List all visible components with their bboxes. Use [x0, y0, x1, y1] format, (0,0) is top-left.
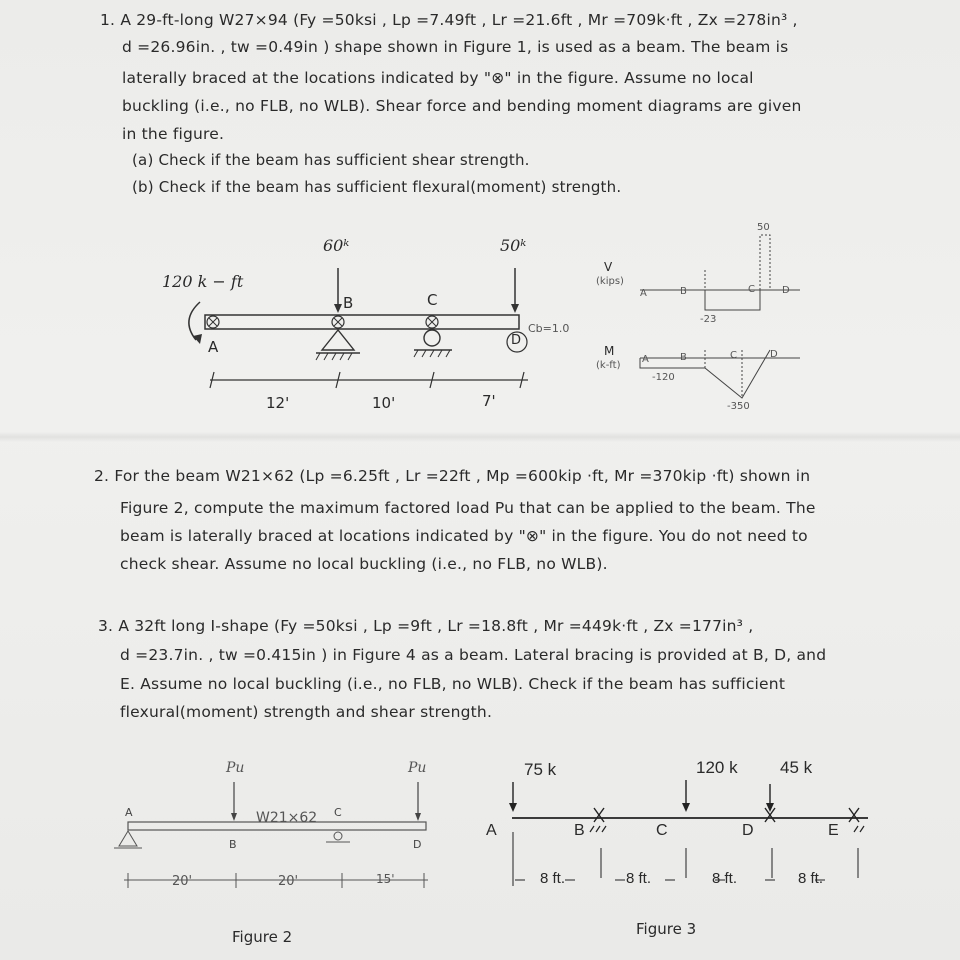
problem-1-line-1: 1. A 29-ft-long W27×94 (Fy =50ksi , Lp =7.49ft , Lr =21.6ft , Mr =709k·ft , Zx =278in³ ,	[100, 11, 798, 29]
problem-1-line-3: laterally braced at the locations indicated by "⊗" in the figure. Assume no local	[122, 69, 754, 87]
shear-value-top: 50	[757, 222, 770, 233]
dimension-label-2: 10'	[372, 394, 396, 412]
problem-2-line-4: check shear. Assume no local buckling (i.e., no FLB, no WLB).	[120, 555, 608, 573]
fig3-dim-4: 8 ft.	[798, 870, 824, 887]
moment-point-a: A	[642, 354, 649, 365]
shear-label-v: V	[604, 260, 613, 274]
point-b-label: B	[343, 294, 354, 312]
load-arrowhead-75k	[509, 803, 517, 812]
fig3-point-c: C	[656, 822, 668, 839]
fig2-point-c: C	[334, 806, 342, 819]
support-hatch-3	[590, 826, 864, 832]
shear-value-bottom: -23	[700, 314, 717, 325]
problem-2-line-3: beam is laterally braced at locations indicated by "⊗" in the figure. You do not need to	[120, 527, 808, 545]
moment-label: 120 k − ft	[162, 272, 244, 291]
problem-3-line-1: 3. A 32ft long I-shape (Fy =50ksi , Lp =9ft , Lr =18.8ft , Mr =449k·ft , Zx =177in³ ,	[98, 617, 754, 635]
fig2-dim-2: 20'	[278, 874, 299, 889]
point-a-label: A	[208, 338, 219, 356]
fig2-section-label: W21×62	[256, 810, 318, 826]
fig3-point-a: A	[486, 822, 497, 839]
fig3-dim-1: 8 ft.	[540, 870, 566, 887]
dimension-label-1: 12'	[266, 394, 290, 412]
moment-value-2: -350	[727, 401, 750, 412]
fig3-load-label-75k: 75 k	[524, 760, 557, 779]
shear-units: (kips)	[596, 276, 624, 287]
load-arrowhead-pu-1	[231, 813, 237, 821]
fig2-point-a: A	[125, 806, 133, 819]
dimension-label-3: 7'	[482, 392, 496, 410]
fig3-point-b: B	[574, 822, 585, 839]
fig3-dim-2: 8 ft.	[626, 870, 652, 887]
load-label-d: 50ᵏ	[500, 236, 527, 255]
moment-point-d: D	[770, 349, 778, 360]
fig3-point-d: D	[742, 822, 754, 839]
figure-3-caption: Figure 3	[636, 920, 697, 938]
fig3-load-label-45k: 45 k	[780, 758, 813, 777]
moment-label-m: M	[604, 344, 615, 358]
moment-point-c: C	[730, 350, 737, 361]
fig3-load-label-120k: 120 k	[696, 758, 738, 777]
pin-support-2a	[119, 831, 137, 846]
shear-point-c: C	[748, 284, 755, 295]
problem-1-line-2: d =26.96in. , tw =0.49in ) shape shown in Figure 1, is used as a beam. The beam is	[122, 38, 789, 56]
fig3-dim-3: 8 ft.	[712, 870, 738, 887]
load-arrowhead-pu-2	[415, 813, 421, 821]
shear-point-b: B	[680, 286, 687, 297]
problem-1-part-a: (a) Check if the beam has sufficient shear strength.	[132, 151, 530, 169]
problem-3-line-4: flexural(moment) strength and shear strength.	[120, 703, 493, 721]
brace-marker-3b	[594, 808, 604, 822]
fig2-dim-1: 20'	[172, 874, 193, 889]
load-arrowhead-120k	[682, 803, 690, 812]
moment-units: (k-ft)	[596, 360, 621, 371]
fig2-load-label-2: Pu	[408, 760, 427, 776]
figure-2-caption: Figure 2	[232, 928, 293, 946]
point-c-label: C	[427, 291, 438, 309]
moment-value-1: -120	[652, 372, 675, 383]
load-label-b: 60ᵏ	[323, 236, 350, 255]
point-d-label: D	[511, 333, 522, 348]
fig2-load-label-1: Pu	[226, 760, 245, 776]
problem-3-line-3: E. Assume no local buckling (i.e., no FLB, no WLB). Check if the beam has sufficient	[120, 675, 786, 693]
problem-1-line-5: in the figure.	[122, 125, 225, 143]
problem-2-line-2: Figure 2, compute the maximum factored load Pu that can be applied to the beam. The	[120, 499, 816, 517]
problem-1-part-b: (b) Check if the beam has sufficient flexural(moment) strength.	[132, 178, 622, 196]
fig2-dim-3: 15'	[376, 872, 395, 886]
roller-support-2c	[334, 832, 342, 840]
shear-point-a: A	[640, 288, 647, 299]
fig3-point-e: E	[828, 822, 839, 839]
shear-point-d: D	[782, 285, 790, 296]
problem-2-line-1: 2. For the beam W21×62 (Lp =6.25ft , Lr =22ft , Mp =600kip ·ft, Mr =370kip ·ft) shown in	[94, 467, 811, 485]
problem-1-line-4: buckling (i.e., no FLB, no WLB). Shear force and bending moment diagrams are given	[122, 97, 802, 115]
moment-point-b: B	[680, 352, 687, 363]
problem-3-line-2: d =23.7in. , tw =0.415in ) in Figure 4 as a beam. Lateral bracing is provided at B, D, and	[120, 646, 827, 664]
fig2-point-d: D	[413, 838, 422, 851]
fig2-point-b: B	[229, 838, 237, 851]
cb-note: Cb=1.0	[528, 322, 570, 335]
brace-marker-3e	[849, 808, 859, 822]
